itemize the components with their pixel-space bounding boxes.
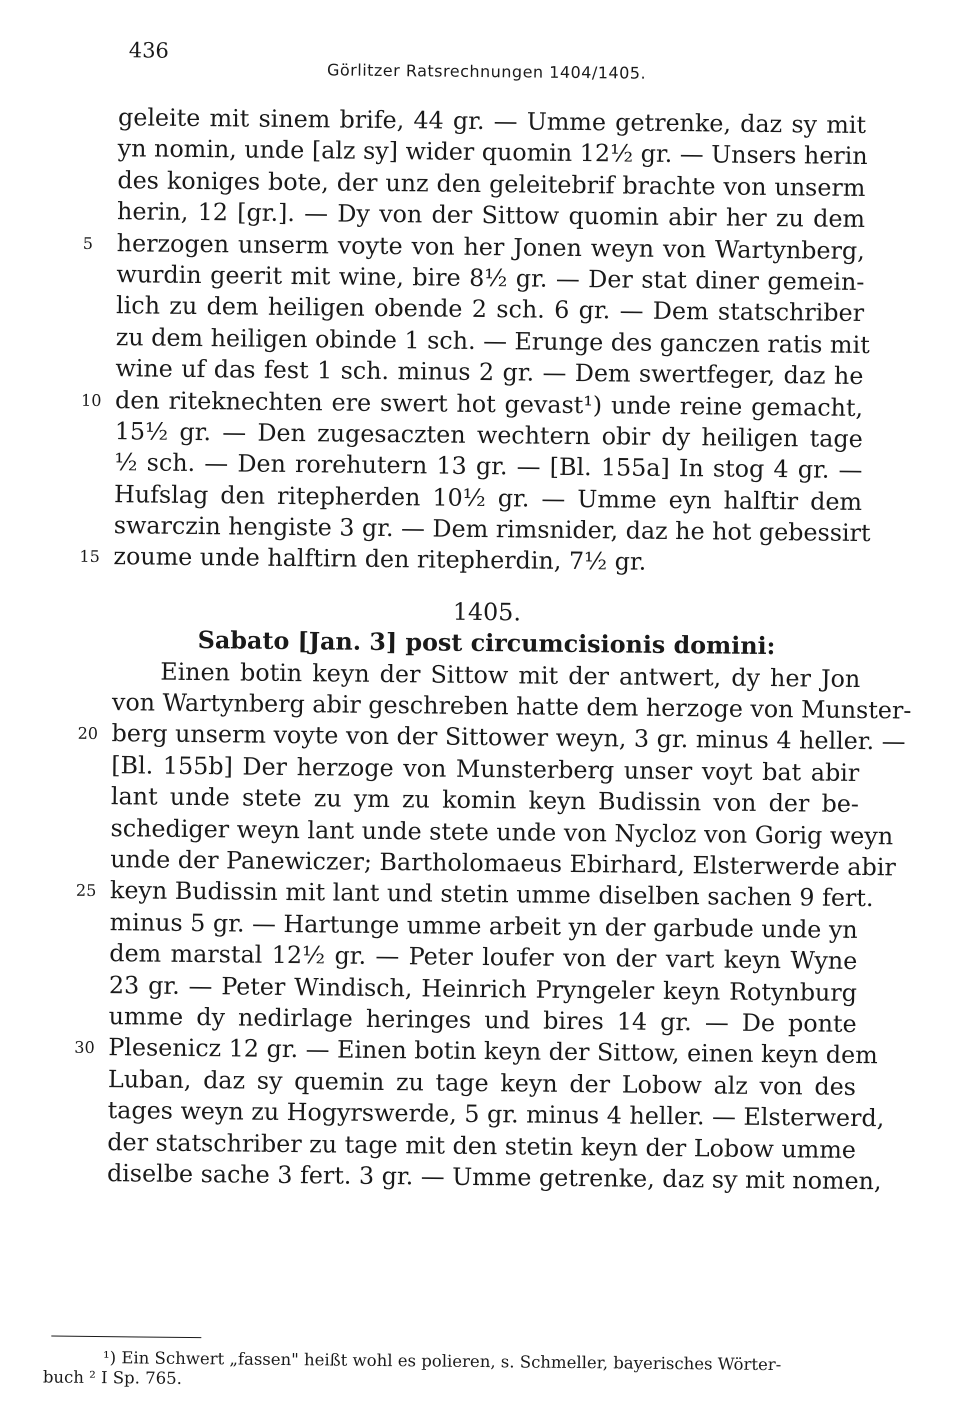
text-line: von Wartynberg abir geschreben hatte dem herzoge von Munster- [112,688,912,724]
text-line: berg unserm voyte von der Sittower weyn, 3 gr. minus 4 heller. — [111,720,905,756]
text-line: schediger weyn lant unde stete unde von Nycloz von Gorig weyn [110,814,893,850]
text-line: herzogen unserm voyte von her Jonen weyn von Wartynberg, [117,229,865,265]
footnote-line-1: ¹) Ein Schwert „fassen" heißt wohl es polieren, s. Schmeller, bayerisches Wörter- [43,1347,863,1376]
line-number: 20 [77,718,103,750]
footnote-separator [51,1336,201,1339]
text-line: herin, 12 [gr.]. — Dy von der Sittow quomin abir her zu dem [117,197,865,233]
section-heading: Sabato [Jan. 3] post circumcisionis domini: [112,624,860,663]
text-line: 15½ gr. — Den zugesaczten wechtern obir dy heiligen tage [115,417,863,453]
text-line: zoume unde halftirn den ritepherdin, 7½ gr. [113,543,646,577]
text-line: [Bl. 155b] Der herzoge von Munsterberg unser voyt bat abir [111,751,859,787]
body-text [107,102,866,1197]
text-line: dem marstal 12½ gr. — Peter loufer von der vart keyn Wyne [109,939,857,975]
footnote [43,1347,863,1396]
text-line: zu dem heiligen obinde 1 sch. — Erunge des ganczen ratis mit [116,323,870,359]
text-line: Luban, daz sy quemin zu tage keyn der Lobow alz von des [108,1065,856,1101]
text-line: geleite mit sinem brife, 44 gr. — Umme getrenke, daz sy mit [118,103,866,139]
line-number: 15 [79,541,105,573]
text-line: der statschriber zu tage mit den stetin keyn der Lobow umme [107,1128,856,1164]
text-line: keyn Budissin mit lant und stetin umme diselben sachen 9 fert. [110,877,874,913]
text-line: 23 gr. — Peter Windisch, Heinrich Pryngeler keyn Rotynburg [109,971,857,1007]
footnote-line-2: buch ² I Sp. 765. [43,1367,863,1396]
text-line: ½ sch. — Den rorehutern 13 gr. — [Bl. 155a] In stog 4 gr. — [114,448,862,484]
text-line: Plesenicz 12 gr. — Einen botin keyn der Sittow, einen keyn dem [108,1033,878,1069]
text-line: wine uf das fest 1 sch. minus 2 gr. — Dem swertfeger, daz he [115,354,863,390]
year-heading: 1405. [113,593,861,632]
text-line: Hufslag den ritepherden 10½ gr. — Umme eyn halftir dem [114,480,862,516]
text-line: unde der Panewiczer; Bartholomaeus Ebirhard, Elsterwerde abir [110,845,896,881]
text-line: tages weyn zu Hogyrswerde, 5 gr. minus 4 heller. — Elsterwerd, [108,1096,885,1132]
text-line: des koniges bote, der unz den geleitebrif brachte von unserm [117,166,865,202]
text-line: lich zu dem heiligen obende 2 sch. 6 gr. — Dem statschriber [116,292,864,328]
text-line: minus 5 gr. — Hartunge umme arbeit yn der garbude unde yn [110,908,858,944]
text-line: diselbe sache 3 fert. 3 gr. — Umme getrenke, daz sy mit nomen, [107,1159,882,1195]
text-line: den riteknechten ere swert hot gevast¹) unde reine gemacht, [115,386,863,422]
text-line: wurdin geerit mit wine, bire 8½ gr. — Der stat diner gemein- [116,260,864,296]
page-number: 436 [129,38,169,62]
running-title: Görlitzer Ratsrechnungen 1404/1405. [7,57,960,86]
text-line: lant unde stete zu ym zu komin keyn Budissin von der be- [111,782,859,818]
line-number: 10 [81,384,107,416]
line-number: 5 [83,227,109,259]
text-line: umme dy nedirlage heringes und bires 14 gr. — De ponte [109,1002,857,1038]
text-line: yn nomin, unde [alz sy] wider quomin 12½ gr. — Unsers herin [118,135,868,171]
line-number: 25 [76,875,102,907]
text-line: Einen botin keyn der Sittow mit der antwert, dy her Jon [160,657,860,692]
line-number: 30 [74,1032,100,1064]
text-line: swarczin hengiste 3 gr. — Dem rimsnider, daz he hot gebessirt [114,511,871,547]
